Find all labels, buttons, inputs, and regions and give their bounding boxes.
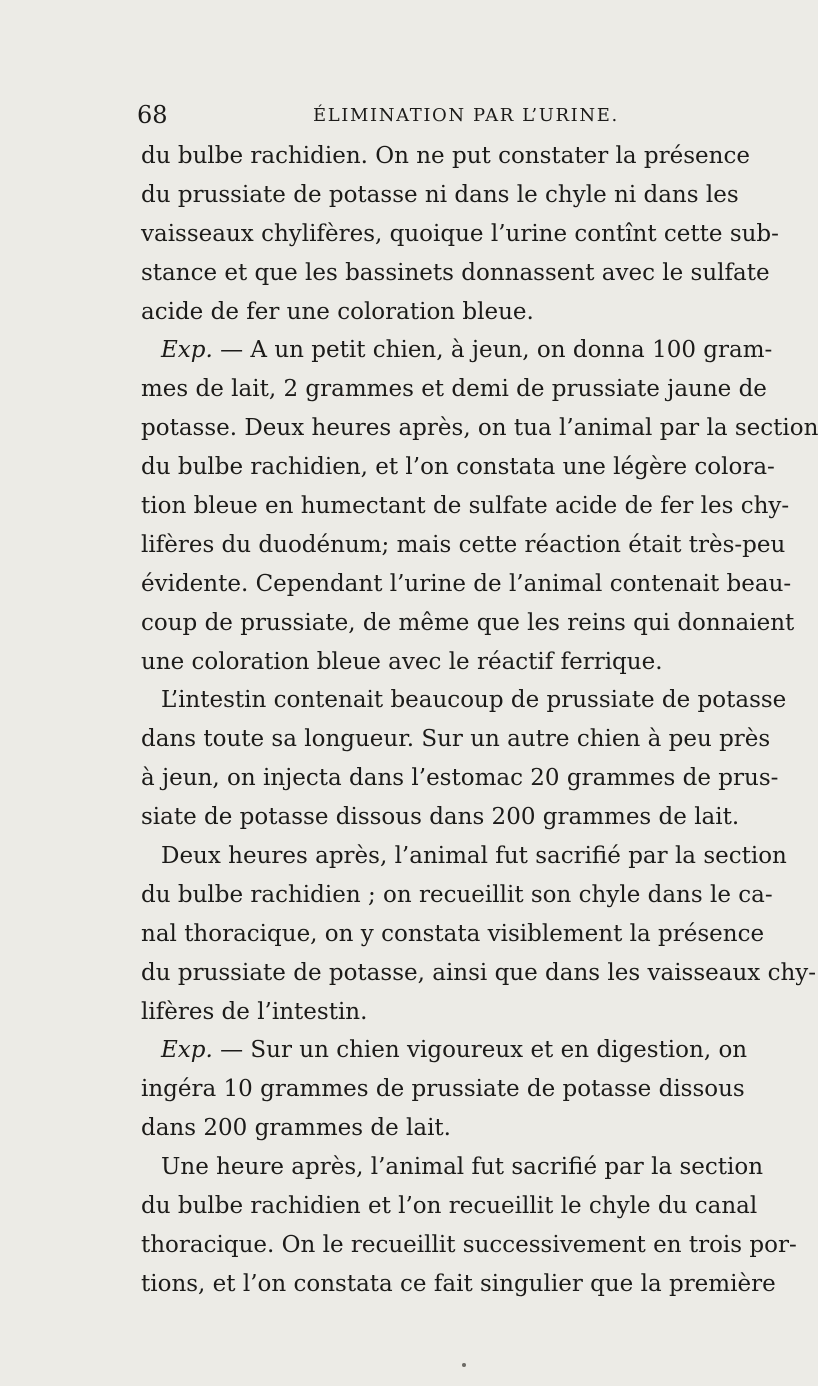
text-line: potasse. Deux heures après, on tua l’animal par la section: [141, 415, 818, 442]
text-line: du bulbe rachidien. On ne put constater la présence: [141, 143, 750, 169]
text-line: L’intestin contenait beaucoup de prussiate de potasse: [161, 687, 787, 714]
text-line: Deux heures après, l’animal fut sacrifié par la section: [161, 843, 787, 870]
text-line: du bulbe rachidien et l’on recueillit le chyle du canal: [141, 1193, 758, 1220]
text-line: nal thoracique, on y constata visiblement la présence: [141, 920, 765, 947]
page-number: 68: [137, 101, 168, 129]
text-line: thoracique. On le recueillit successivement en trois por-: [141, 1231, 797, 1258]
paper-speck: [462, 1363, 466, 1367]
text-line: du bulbe rachidien ; on recueillit son chyle dans le ca-: [141, 881, 773, 908]
text-line: siate de potasse dissous dans 200 grammes de lait.: [141, 804, 740, 831]
running-head: ÉLIMINATION PAR L’URINE.: [313, 105, 619, 126]
text-line: lifères de l’intestin.: [141, 998, 368, 1025]
text-line: Exp. — A un petit chien, à jeun, on donna 100 gram-: [161, 337, 773, 364]
text-line: du bulbe rachidien, et l’on constata une légère colora-: [141, 454, 775, 481]
text-line: dans toute sa longueur. Sur un autre chien à peu près: [141, 726, 771, 753]
text-line: du prussiate de potasse ni dans le chyle ni dans les: [141, 181, 739, 208]
text-line: stance et que les bassinets donnassent avec le sulfate: [141, 259, 770, 286]
text-line: dans 200 grammes de lait.: [141, 1115, 451, 1142]
experiment-label: Exp.: [161, 337, 213, 364]
body-text: [141, 137, 818, 1304]
text-line: acide de fer une coloration bleue.: [141, 298, 534, 325]
text-line: tion bleue en humectant de sulfate acide de fer les chy-: [141, 493, 790, 520]
text-line: à jeun, on injecta dans l’estomac 20 grammes de prus-: [141, 765, 779, 792]
text-line: lifères du duodénum; mais cette réaction était très-peu: [141, 531, 786, 558]
text-line: ingéra 10 grammes de prussiate de potasse dissous: [141, 1076, 745, 1103]
text-line: vaisseaux chylifères, quoique l’urine contînt cette sub-: [141, 220, 779, 247]
text-line: coup de prussiate, de même que les reins qui donnaient: [141, 609, 795, 636]
text-line: tions, et l’on constata ce fait singulier que la première: [141, 1270, 776, 1297]
text-line: Une heure après, l’animal fut sacrifié par la section: [161, 1154, 764, 1181]
page-header: [137, 100, 677, 130]
text-line: évidente. Cependant l’urine de l’animal contenait beau-: [141, 570, 792, 597]
experiment-label: Exp.: [161, 1037, 213, 1064]
text-line: du prussiate de potasse, ainsi que dans les vaisseaux chy-: [141, 959, 817, 986]
text-line: Exp. — Sur un chien vigoureux et en digestion, on: [161, 1037, 748, 1064]
text-line: une coloration bleue avec le réactif ferrique.: [141, 648, 663, 675]
text-line: mes de lait, 2 grammes et demi de prussiate jaune de: [141, 376, 767, 403]
